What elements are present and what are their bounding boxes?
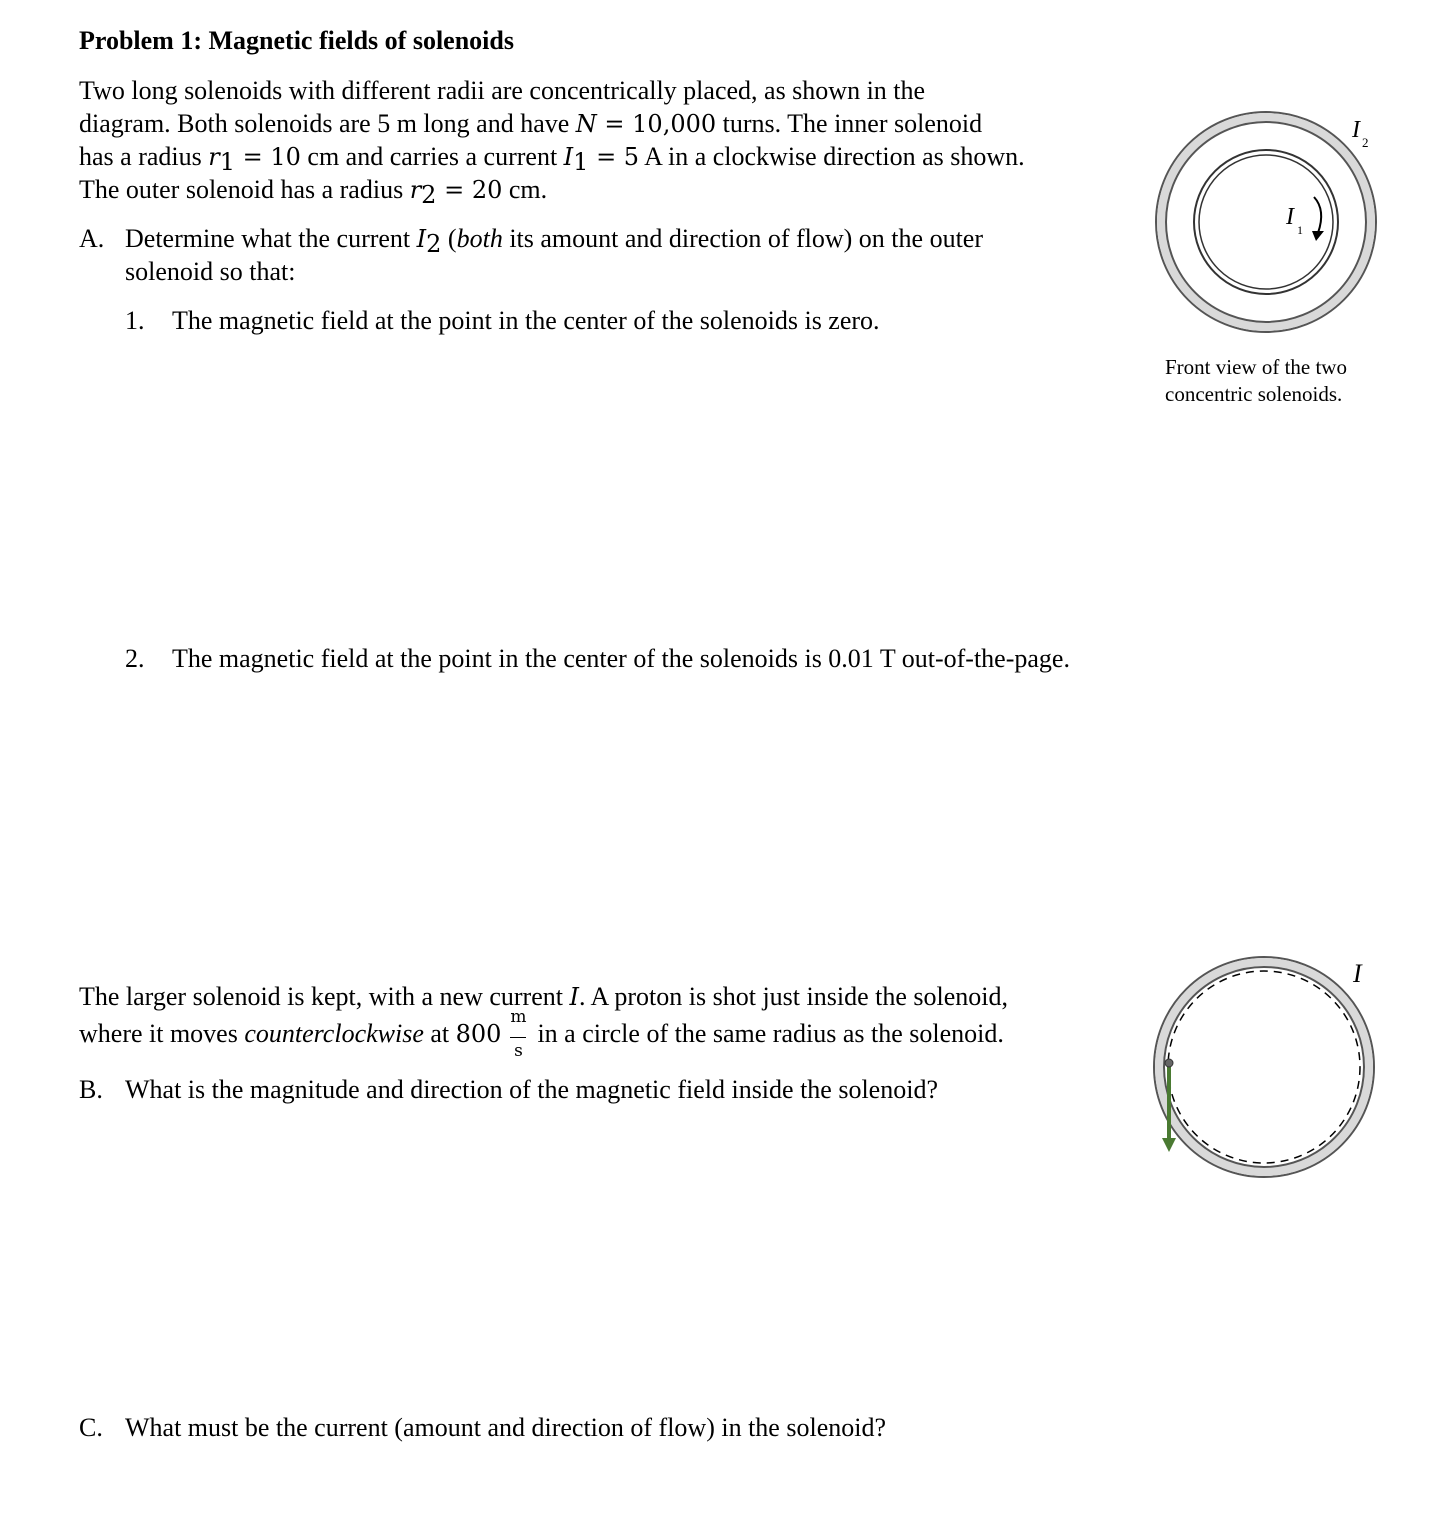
proton-solenoid-diagram bbox=[1140, 950, 1390, 1190]
proton-text: . A proton is shot just inside the solenoid, bbox=[578, 982, 1008, 1011]
part-b-marker: B. bbox=[79, 1075, 103, 1104]
part-a-marker: A. bbox=[79, 224, 105, 253]
intro-paragraph bbox=[79, 74, 1025, 209]
intro-text: The outer solenoid has a radius bbox=[79, 175, 410, 204]
inner-solenoid-outer-edge bbox=[1194, 150, 1338, 294]
units-numerator: m bbox=[510, 1006, 527, 1027]
proton-text: at bbox=[423, 1019, 456, 1048]
proton-dot bbox=[1165, 1059, 1173, 1067]
part-a-item-1-number: 1. bbox=[125, 306, 145, 335]
velocity-arrow-head bbox=[1162, 1138, 1176, 1152]
inner-current-subscript: 1 bbox=[1297, 223, 1303, 237]
proton-text: The larger solenoid is kept, with a new current bbox=[79, 982, 570, 1011]
figure-caption bbox=[1165, 354, 1347, 408]
proton-paragraph bbox=[79, 980, 1008, 1061]
part-a-item-2-text: The magnetic field at the point in the center of the solenoids is 0.01 T out-of-the-page. bbox=[172, 644, 1070, 673]
part-a-text: its amount and direction of flow) on the outer bbox=[502, 224, 983, 253]
math-r1-sub: 1 bbox=[219, 148, 236, 176]
outer-solenoid-inner-edge bbox=[1166, 122, 1366, 322]
math-N: N bbox=[575, 110, 597, 138]
clockwise-arrow-head bbox=[1312, 231, 1324, 241]
intro-text: turns. The inner solenoid bbox=[716, 109, 983, 138]
part-c-marker: C. bbox=[79, 1413, 103, 1442]
math-I1-value: = 5 bbox=[588, 143, 640, 171]
part-a-question bbox=[125, 222, 983, 288]
proton-path-dashed bbox=[1168, 971, 1360, 1163]
part-c-text: What must be the current (amount and direction of flow) in the solenoid? bbox=[125, 1413, 886, 1442]
intro-text: has a radius bbox=[79, 142, 209, 171]
math-speed-value: 800 bbox=[455, 1020, 502, 1048]
clockwise-arrow-shaft bbox=[1314, 197, 1321, 233]
part-a-text: ( bbox=[441, 224, 457, 253]
math-I2-sub: 2 bbox=[426, 230, 442, 258]
fraction-bar bbox=[510, 1037, 526, 1039]
math-I2: I bbox=[416, 225, 427, 253]
part-a-item-1-text: The magnetic field at the point in the center of the solenoids is zero. bbox=[172, 306, 880, 335]
math-r2-value: = 20 bbox=[436, 176, 503, 204]
math-I1: I bbox=[563, 143, 574, 171]
caption-line-1: Front view of the two bbox=[1165, 355, 1347, 379]
caption-line-2: concentric solenoids. bbox=[1165, 382, 1343, 406]
inner-solenoid-inner-edge bbox=[1199, 155, 1333, 289]
math-r1: r bbox=[208, 143, 220, 171]
proton-text: in a circle of the same radius as the solenoid. bbox=[537, 1019, 1004, 1048]
math-r1-value: = 10 bbox=[235, 143, 301, 171]
proton-line-2 bbox=[79, 1006, 1008, 1061]
part-a-item-2-number: 2. bbox=[125, 644, 145, 673]
emphasis-both: both bbox=[456, 224, 503, 253]
intro-line-2 bbox=[79, 107, 1025, 140]
problem-title: Problem 1: Magnetic fields of solenoids bbox=[79, 26, 514, 55]
intro-line-4 bbox=[79, 173, 1025, 209]
intro-text: A in a clockwise direction as shown. bbox=[639, 142, 1025, 171]
proton-text: where it moves bbox=[79, 1019, 245, 1048]
part-a-line-2: solenoid so that: bbox=[125, 257, 296, 286]
units-denominator: s bbox=[514, 1040, 523, 1061]
intro-text: cm. bbox=[502, 175, 548, 204]
emphasis-counterclockwise: counterclockwise bbox=[244, 1019, 424, 1048]
part-a-line-1 bbox=[125, 222, 983, 258]
outer-current-subscript: 2 bbox=[1362, 135, 1369, 150]
intro-line-3 bbox=[79, 140, 1025, 176]
solenoid-ring bbox=[1159, 962, 1369, 1172]
math-r2-sub: 2 bbox=[421, 181, 437, 209]
math-I1-sub: 1 bbox=[573, 148, 589, 176]
units-fraction bbox=[507, 1006, 529, 1061]
intro-text: diagram. Both solenoids are 5 m long and have bbox=[79, 109, 576, 138]
math-r2: r bbox=[409, 176, 422, 204]
solenoid-inner-edge bbox=[1164, 967, 1364, 1167]
part-a-text: Determine what the current bbox=[125, 224, 417, 253]
intro-line-1: Two long solenoids with different radii are concentrically placed, as shown in the bbox=[79, 76, 926, 105]
current-label: I bbox=[1353, 959, 1362, 988]
proton-line-1 bbox=[79, 980, 1008, 1013]
intro-text: cm and carries a current bbox=[300, 142, 564, 171]
math-N-value: = 10,000 bbox=[596, 110, 717, 138]
outer-solenoid-ring bbox=[1161, 117, 1371, 327]
inner-current-label: I bbox=[1286, 204, 1294, 230]
concentric-solenoids-diagram bbox=[1140, 100, 1390, 350]
part-b-text: What is the magnitude and direction of the magnetic field inside the solenoid? bbox=[125, 1075, 938, 1104]
outer-current-label: I bbox=[1352, 117, 1360, 143]
math-I: I bbox=[569, 983, 579, 1011]
